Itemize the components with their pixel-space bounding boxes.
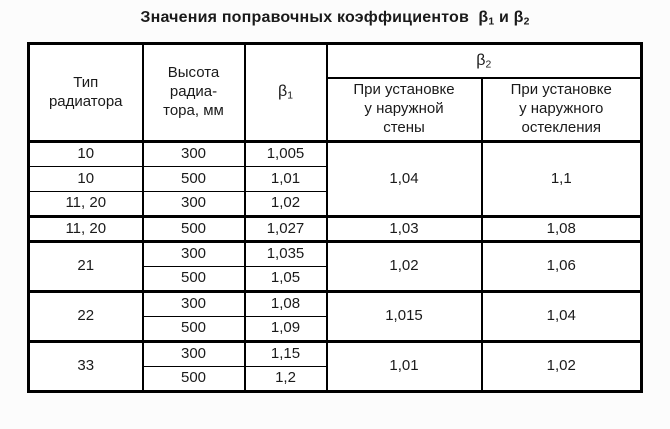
cell-beta1: 1,09 [245,317,327,342]
cell-beta2-glazing: 1,02 [482,342,642,392]
header-beta2-wall: При установке у наружной стены [327,78,482,142]
cell-type: 10 [29,142,143,167]
coefficients-table [27,42,643,393]
cell-height: 500 [143,167,245,192]
table-row [29,242,642,267]
cell-type: 11, 20 [29,192,143,217]
cell-height: 500 [143,367,245,392]
cell-beta1: 1,005 [245,142,327,167]
table-row [29,292,642,317]
title-text: Значения поправочных коэффициентов [140,9,470,26]
header-radiator-type: Тип радиатора [29,44,143,142]
cell-height: 300 [143,242,245,267]
cell-beta1: 1,05 [245,267,327,292]
header-row-top [29,44,642,78]
cell-beta1: 1,15 [245,342,327,367]
cell-beta1: 1,08 [245,292,327,317]
beta1-symbol: $\beta_1$ [478,9,495,28]
cell-beta2-glazing: 1,06 [482,242,642,292]
cell-height: 500 [143,267,245,292]
cell-type: 21 [29,242,143,292]
cell-type: 11, 20 [29,217,143,242]
cell-height: 300 [143,342,245,367]
cell-beta1: 1,027 [245,217,327,242]
cell-beta1: 1,01 [245,167,327,192]
cell-type: 22 [29,292,143,342]
page-title [0,9,670,27]
cell-type: 33 [29,342,143,392]
table-row [29,342,642,367]
cell-beta2-wall: 1,04 [327,142,482,217]
cell-height: 300 [143,142,245,167]
table-row [29,142,642,167]
cell-beta1: 1,035 [245,242,327,267]
cell-beta2-wall: 1,03 [327,217,482,242]
cell-beta2-wall: 1,015 [327,292,482,342]
header-beta2 [327,44,642,78]
cell-beta1: 1,02 [245,192,327,217]
header-beta2-glazing: При установке у наружного остекления [482,78,642,142]
cell-height: 500 [143,217,245,242]
beta2-symbol: $\beta_2$ [513,9,530,28]
cell-beta2-glazing: 1,1 [482,142,642,217]
header-beta1 [245,44,327,142]
beta1-symbol: $\beta_1$ [278,83,293,103]
table-row [29,217,642,242]
cell-beta2-wall: 1,01 [327,342,482,392]
header-radiator-height: Высота радиа- тора, мм [143,44,245,142]
cell-type: 10 [29,167,143,192]
beta2-symbol: $\beta_2$ [476,51,492,71]
cell-beta2-wall: 1,02 [327,242,482,292]
cell-height: 300 [143,192,245,217]
cell-beta1: 1,2 [245,367,327,392]
title-conjunction: и [498,9,510,26]
cell-beta2-glazing: 1,08 [482,217,642,242]
cell-height: 300 [143,292,245,317]
cell-beta2-glazing: 1,04 [482,292,642,342]
cell-height: 500 [143,317,245,342]
